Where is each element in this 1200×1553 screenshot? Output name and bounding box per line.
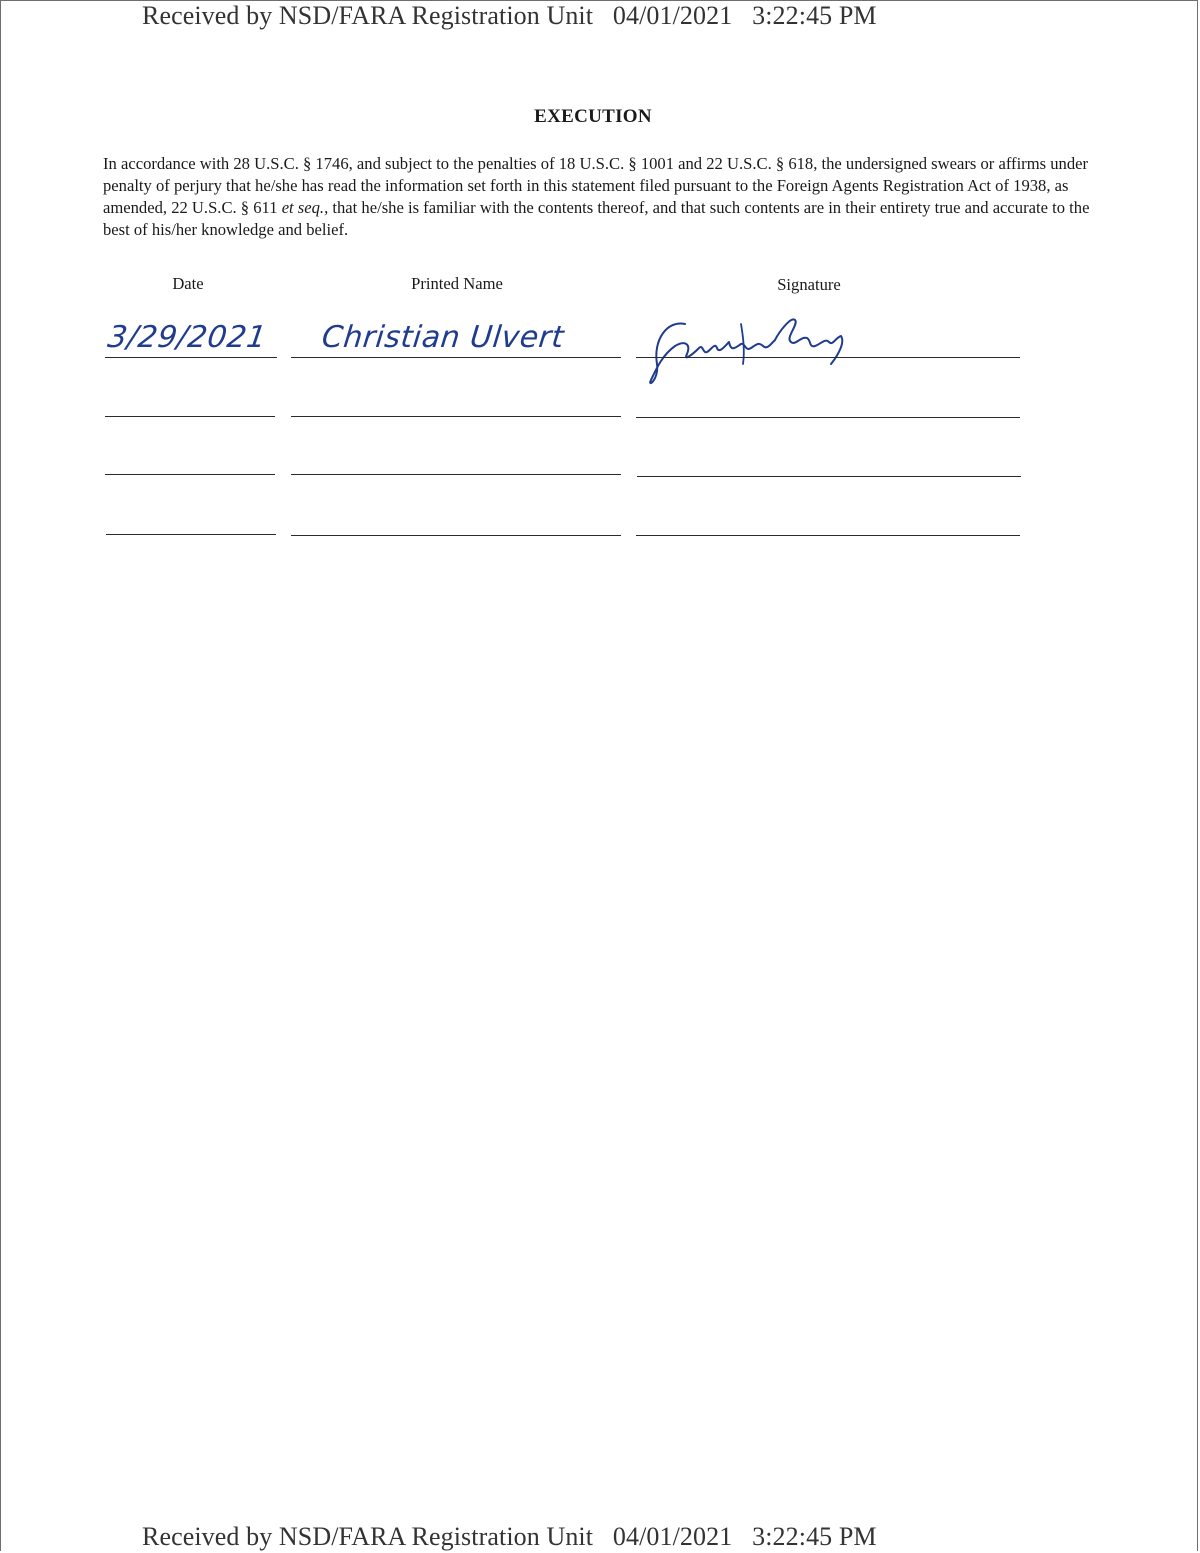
date-column-label: Date [172, 274, 204, 293]
date-line [105, 416, 275, 417]
printed-name-line [291, 474, 621, 475]
signature-line [636, 535, 1020, 536]
signature-line [636, 417, 1020, 418]
execution-paragraph [103, 153, 1093, 241]
paragraph-text-1: In accordance with 28 U.S.C. § 1746, and subject to the penalties of 18 U.S.C. § 1001 and 22 U.S.C. § 618, the undersigned swears or affirms under penalty of perjury that he/she has read the information set forth in this statement filed pursuant to the Foreign Agents Registration Act of 1938, as amended, 22 U.S.C. § 611 [103, 154, 1089, 217]
signature-line [637, 476, 1021, 477]
printed-name-line [291, 416, 621, 417]
paragraph-italic: et seq. [281, 198, 325, 217]
printed-name-column-label: Printed Name [411, 274, 503, 293]
signature-line [636, 357, 1020, 358]
printed-name-line [291, 535, 621, 536]
paragraph-text-2: , that he/she is familiar with the contents thereof, and that such contents are in their entirety true and accurate to the best of his/her knowledge and belief. [103, 198, 1090, 239]
received-stamp-top: Received by NSD/FARA Registration Unit 04/01/2021 3:22:45 PM [142, 1, 877, 30]
execution-title: EXECUTION [534, 106, 652, 127]
date-line [105, 474, 275, 475]
printed-name-line [291, 357, 621, 358]
signature-column-label: Signature [777, 275, 841, 294]
received-stamp-bottom: Received by NSD/FARA Registration Unit 04/01/2021 3:22:45 PM [142, 1522, 877, 1551]
date-line [106, 534, 276, 535]
handwritten-printed-name: Christian Ulvert [320, 320, 566, 355]
handwritten-date: 3/29/2021 [105, 320, 269, 355]
signature-image [645, 302, 855, 392]
date-line [105, 357, 277, 358]
